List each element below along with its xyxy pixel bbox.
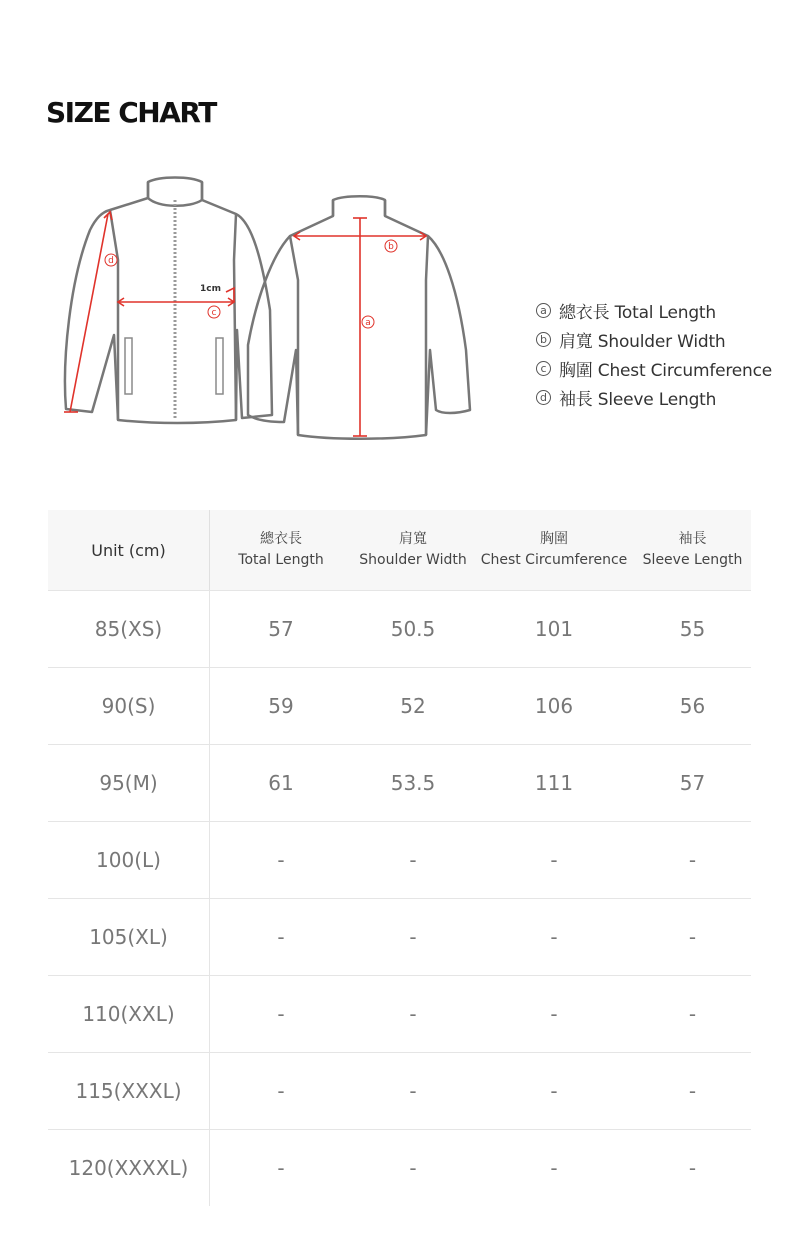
measure-d-line	[70, 214, 108, 412]
value-chest-circumference: 101	[534, 617, 574, 641]
value-shoulder-width: -	[409, 1002, 417, 1026]
column-header-zh: 胸圍	[540, 531, 568, 547]
legend-marker-d: d	[536, 390, 551, 405]
legend-label: 肩寬 Shoulder Width	[559, 332, 726, 352]
size-label: 90(S)	[48, 668, 210, 744]
marker-a-label: a	[365, 318, 371, 328]
value-sleeve-length: -	[688, 1156, 697, 1180]
value-total-length: -	[277, 1156, 285, 1180]
column-header-en: Shoulder Width	[359, 552, 467, 568]
value-sleeve-length: 55	[679, 617, 706, 641]
value-total-length: 57	[268, 617, 294, 641]
size-label: 95(M)	[48, 745, 210, 821]
column-header-en: Chest Circumference	[480, 552, 628, 568]
table-row	[48, 899, 751, 976]
value-sleeve-length: -	[688, 1002, 697, 1026]
marker-c-label: c	[211, 308, 217, 318]
size-table-header	[48, 510, 751, 591]
value-chest-circumference: 106	[534, 694, 574, 718]
jacket-front-outline	[65, 178, 272, 424]
value-chest-circumference: -	[550, 1156, 558, 1180]
value-chest-circumference: -	[550, 1079, 558, 1103]
value-sleeve-length: 57	[679, 771, 706, 795]
value-sleeve-length: 56	[679, 694, 706, 718]
size-table	[48, 510, 751, 1206]
table-row	[48, 591, 751, 668]
value-shoulder-width: 53.5	[390, 771, 436, 795]
legend-label: 袖長 Sleeve Length	[559, 390, 717, 410]
front-pocket-right	[216, 338, 223, 394]
value-shoulder-width: 50.5	[390, 617, 436, 641]
column-header-en: Total Length	[238, 552, 324, 568]
unit-header: Unit (cm)	[48, 510, 210, 590]
column-header-sleeve-length	[634, 510, 751, 590]
marker-d-label: d	[108, 256, 114, 266]
table-row	[48, 976, 751, 1053]
value-shoulder-width: 52	[400, 694, 426, 718]
value-chest-circumference: -	[550, 848, 558, 872]
value-shoulder-width: -	[409, 925, 417, 949]
jacket-diagram	[40, 160, 500, 460]
page-title: SIZE CHART	[46, 96, 216, 129]
size-label: 115(XXXL)	[48, 1053, 210, 1129]
column-header-zh: 袖長	[678, 531, 707, 547]
size-label: 85(XS)	[48, 591, 210, 667]
measurement-legend	[536, 296, 772, 412]
value-total-length: -	[277, 1079, 285, 1103]
column-header-zh: 肩寬	[399, 531, 427, 547]
legend-item-sleeve-length	[536, 383, 772, 412]
size-label: 120(XXXXL)	[48, 1130, 210, 1206]
column-header-shoulder-width	[352, 510, 474, 590]
table-row	[48, 745, 751, 822]
value-sleeve-length: -	[688, 1079, 697, 1103]
value-sleeve-length: -	[688, 925, 697, 949]
value-chest-circumference: -	[550, 1002, 558, 1026]
value-shoulder-width: -	[409, 848, 417, 872]
table-row	[48, 1053, 751, 1130]
value-total-length: 61	[268, 771, 294, 795]
value-total-length: 59	[268, 694, 294, 718]
one-cm-note: 1cm	[200, 284, 221, 294]
column-header-zh: 總衣長	[260, 531, 302, 547]
size-label: 105(XL)	[48, 899, 210, 975]
column-header-total-length	[210, 510, 352, 590]
value-sleeve-length: -	[688, 848, 697, 872]
value-chest-circumference: -	[550, 925, 558, 949]
value-total-length: -	[277, 848, 285, 872]
value-shoulder-width: -	[409, 1156, 417, 1180]
legend-marker-b: b	[536, 332, 551, 347]
value-shoulder-width: -	[409, 1079, 417, 1103]
marker-b-label: b	[388, 242, 394, 252]
column-header-chest-circumference	[474, 510, 634, 590]
column-header-en: Sleeve Length	[642, 552, 743, 568]
size-label: 100(L)	[48, 822, 210, 898]
jacket-back-outline	[248, 196, 470, 439]
jacket-illustration	[40, 160, 500, 460]
measure-markers	[105, 240, 397, 328]
legend-item-chest-circumference	[536, 354, 772, 383]
value-chest-circumference: 111	[534, 771, 574, 795]
front-pocket-left	[125, 338, 132, 394]
legend-label: 胸圍 Chest Circumference	[559, 361, 773, 381]
legend-marker-a: a	[536, 303, 551, 318]
value-total-length: -	[277, 1002, 285, 1026]
legend-item-shoulder-width	[536, 325, 772, 354]
legend-marker-c: c	[536, 361, 551, 376]
table-row	[48, 1130, 751, 1206]
table-row	[48, 668, 751, 745]
size-label: 110(XXL)	[48, 976, 210, 1052]
table-row	[48, 822, 751, 899]
legend-item-total-length	[536, 296, 772, 325]
legend-label: 總衣長 Total Length	[559, 303, 716, 323]
value-total-length: -	[277, 925, 285, 949]
